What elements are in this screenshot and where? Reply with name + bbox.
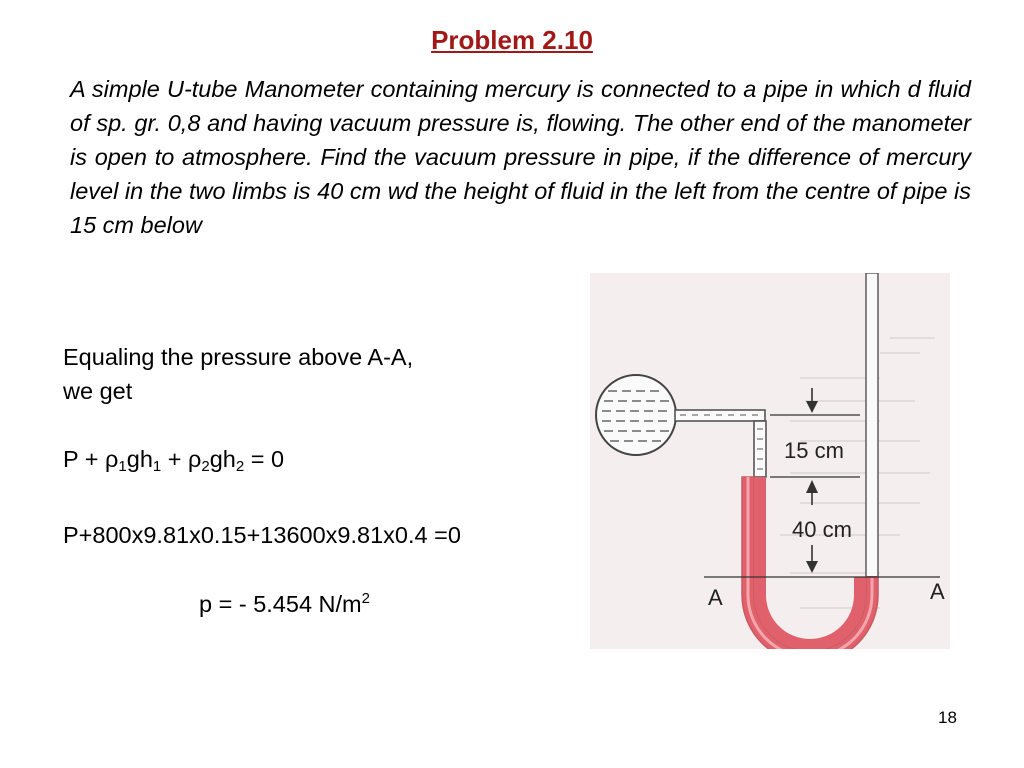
problem-statement: A simple U-tube Manometer containing mercury is connected to a pipe in which d fluid of sp. gr. 0,8 and having vacuum pressure is, flowing. The other end of the manometer is open to atmosphere. Find the vacuum pressure in pipe, if the difference of mercury level in the two limbs is 40 cm wd the height of fluid in the left from the centre of pipe is 15 cm below bbox=[70, 76, 971, 238]
eq1-part: gh bbox=[126, 446, 153, 472]
eq1-sub: 1 bbox=[118, 458, 127, 475]
pressure-equation bbox=[63, 442, 461, 484]
page-number: 18 bbox=[938, 708, 957, 727]
eq1-sub: 2 bbox=[235, 458, 245, 475]
eq1-sub: 1 bbox=[152, 458, 162, 475]
right-limb-tube bbox=[866, 273, 878, 577]
label-15cm: 15 cm bbox=[784, 438, 844, 463]
result-line bbox=[63, 582, 461, 621]
slide-title: Problem 2.10 bbox=[431, 25, 593, 55]
pipe-circle bbox=[596, 375, 676, 455]
solution-block bbox=[63, 340, 461, 621]
figure-background bbox=[590, 273, 950, 649]
label-a-right: A bbox=[930, 579, 945, 604]
manometer-svg bbox=[590, 273, 950, 649]
eq1-part: = 0 bbox=[244, 446, 285, 472]
solution-intro-line2: we get bbox=[63, 378, 133, 404]
result-text: p = - 5.454 N/m bbox=[199, 591, 362, 617]
eq1-part: P + ρ bbox=[63, 446, 119, 472]
eq1-part: gh bbox=[209, 446, 236, 472]
eq1-part: + ρ bbox=[161, 446, 202, 472]
label-a-left: A bbox=[708, 585, 723, 610]
numeric-equation: P+800x9.81x0.15+13600x9.81x0.4 =0 bbox=[63, 522, 461, 548]
result-sup: 2 bbox=[361, 590, 370, 607]
manometer-diagram bbox=[590, 273, 950, 649]
solution-intro-line1: Equaling the pressure above A-A, bbox=[63, 344, 414, 370]
label-40cm: 40 cm bbox=[792, 517, 852, 542]
eq1-sub: 2 bbox=[201, 458, 210, 475]
